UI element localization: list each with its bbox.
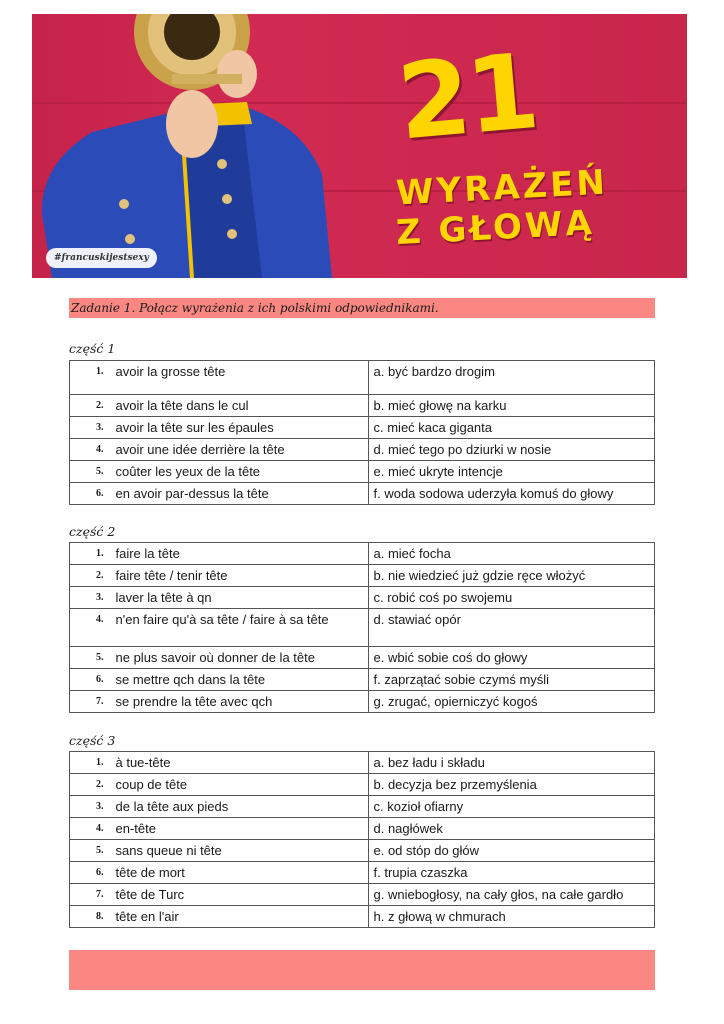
row-number: 4. [70,818,110,840]
row-number: 6. [70,483,110,505]
french-expression: coûter les yeux de la tête [110,461,369,483]
french-expression: avoir une idée derrière la tête [110,439,369,461]
table-row [70,395,655,417]
header-banner [32,14,687,278]
french-expression: tête en l'air [110,906,369,928]
row-number: 5. [70,840,110,862]
polish-equivalent: a. bez ładu i składu [368,752,655,774]
polish-equivalent: c. mieć kaca giganta [368,417,655,439]
part-heading: część 3 [69,733,116,748]
french-expression: laver la tête à qn [110,587,369,609]
row-number: 7. [70,691,110,713]
table-row [70,609,655,647]
row-number: 4. [70,609,110,647]
table-row [70,774,655,796]
row-number: 5. [70,461,110,483]
polish-equivalent: d. nagłówek [368,818,655,840]
french-expression: tête de Turc [110,884,369,906]
banner-title-line1: WYRAŻEŃ [395,162,609,214]
french-expression: se prendre la tête avec qch [110,691,369,713]
row-number: 8. [70,906,110,928]
french-expression: coup de tête [110,774,369,796]
polish-equivalent: a. mieć focha [368,543,655,565]
row-number: 2. [70,565,110,587]
french-expression: en avoir par-dessus la tête [110,483,369,505]
row-number: 1. [70,361,110,395]
row-number: 3. [70,417,110,439]
polish-equivalent: e. od stóp do głów [368,840,655,862]
row-number: 3. [70,796,110,818]
polish-equivalent: g. wniebogłosy, na cały głos, na całe gardło [368,884,655,906]
french-expression: se mettre qch dans la tête [110,669,369,691]
table-row [70,796,655,818]
part-heading: część 1 [69,341,116,356]
table-row [70,543,655,565]
polish-equivalent: a. być bardzo drogim [368,361,655,395]
polish-equivalent: b. mieć głowę na karku [368,395,655,417]
matching-table-part3 [69,751,655,928]
french-expression: avoir la tête sur les épaules [110,417,369,439]
french-expression: avoir la tête dans le cul [110,395,369,417]
row-number: 7. [70,884,110,906]
row-number: 5. [70,647,110,669]
table-row [70,840,655,862]
table-row [70,461,655,483]
table-row [70,884,655,906]
polish-equivalent: f. trupia czaszka [368,862,655,884]
matching-table-part1 [69,360,655,505]
polish-equivalent: c. kozioł ofiarny [368,796,655,818]
table-row [70,647,655,669]
table-row [70,906,655,928]
row-number: 1. [70,752,110,774]
polish-equivalent: d. mieć tego po dziurki w nosie [368,439,655,461]
french-expression: tête de mort [110,862,369,884]
banner-number: 21 [393,30,540,164]
matching-table-part2 [69,542,655,713]
french-expression: avoir la grosse tête [110,361,369,395]
polish-equivalent: e. wbić sobie coś do głowy [368,647,655,669]
row-number: 2. [70,395,110,417]
table-row [70,818,655,840]
table-row [70,669,655,691]
french-expression: n'en faire qu'à sa tête / faire à sa tête [110,609,369,647]
banner-title-line2: Z GŁOWĄ [395,202,596,254]
polish-equivalent: b. nie wiedzieć już gdzie ręce włożyć [368,565,655,587]
row-number: 4. [70,439,110,461]
row-number: 6. [70,669,110,691]
footer-bar [69,950,655,990]
table-row [70,752,655,774]
table-row [70,565,655,587]
french-expression: faire la tête [110,543,369,565]
table-row [70,483,655,505]
row-number: 2. [70,774,110,796]
table-row [70,862,655,884]
french-expression: en-tête [110,818,369,840]
polish-equivalent: f. zaprzątać sobie czymś myśli [368,669,655,691]
part-heading: część 2 [69,524,116,539]
task-instruction: Zadanie 1. Połącz wyrażenia z ich polskimi odpowiednikami. [69,298,655,318]
table-row [70,361,655,395]
polish-equivalent: g. zrugać, opierniczyć kogoś [368,691,655,713]
french-expression: à tue-tête [110,752,369,774]
table-row [70,691,655,713]
hashtag-badge: #francuskijestsexy [46,248,157,268]
polish-equivalent: d. stawiać opór [368,609,655,647]
polish-equivalent: f. woda sodowa uderzyła komuś do głowy [368,483,655,505]
row-number: 1. [70,543,110,565]
row-number: 6. [70,862,110,884]
polish-equivalent: e. mieć ukryte intencje [368,461,655,483]
french-expression: ne plus savoir où donner de la tête [110,647,369,669]
polish-equivalent: c. robić coś po swojemu [368,587,655,609]
trumpet-player-photo [32,14,332,278]
table-row [70,587,655,609]
french-expression: sans queue ni tête [110,840,369,862]
french-expression: de la tête aux pieds [110,796,369,818]
polish-equivalent: h. z głową w chmurach [368,906,655,928]
row-number: 3. [70,587,110,609]
table-row [70,439,655,461]
french-expression: faire tête / tenir tête [110,565,369,587]
polish-equivalent: b. decyzja bez przemyślenia [368,774,655,796]
table-row [70,417,655,439]
